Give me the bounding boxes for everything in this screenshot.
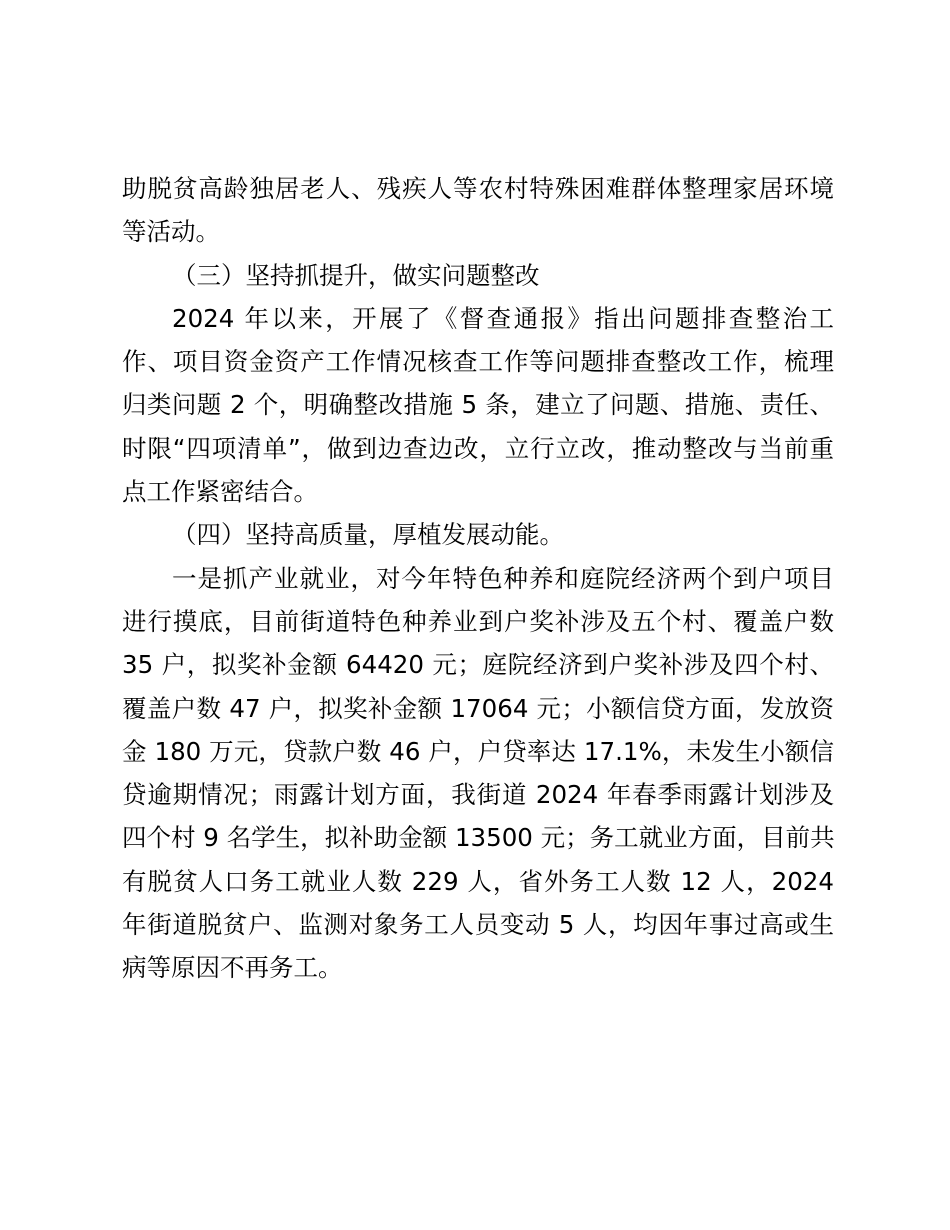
text-line: 助脱贫高龄独居老人、残疾人等农村特殊困难群体整理家居环境: [122, 174, 834, 203]
heading-text: （三）坚持抓提升，做实问题整改: [172, 260, 540, 290]
text-line: 点工作紧密结合。: [122, 477, 318, 507]
text-line: 病等原因不再务工。: [122, 953, 343, 983]
text-line: 作、项目资金资产工作情况核查工作等问题排查整改工作，梳理: [122, 347, 834, 377]
text-line: 35 户，拟奖补金额 64420 元；庭院经济到户奖补涉及四个村、: [122, 650, 834, 680]
paragraph-rectification: [122, 297, 834, 513]
text-line: 贷逾期情况；雨露计划方面，我街道 2024 年春季雨露计划涉及: [122, 780, 834, 810]
text-line: 金 180 万元，贷款户数 46 户，户贷率达 17.1%，未发生小额信: [122, 736, 834, 766]
section-heading-4: [122, 513, 834, 556]
text-line: 时限“四项清单”，做到边查边改，立行立改，推动整改与当前重: [122, 433, 834, 463]
section-heading-3: [122, 254, 834, 297]
document-body: [122, 167, 834, 990]
text-line: 四个村 9 名学生，拟补助金额 13500 元；务工就业方面，目前共: [122, 823, 835, 853]
text-line: 有脱贫人口务工就业人数 229 人，省外务工人数 12 人，2024: [122, 866, 834, 896]
text-line: 覆盖户数 47 户，拟奖补金额 17064 元；小额信贷方面，发放资: [122, 693, 834, 723]
text-line: 年街道脱贫户、监测对象务工人员变动 5 人，均因年事过高或生: [122, 910, 834, 940]
text-line: 一是抓产业就业，对今年特色种养和庭院经济两个到户项目: [172, 563, 834, 593]
text-line: 等活动。: [122, 217, 220, 247]
paragraph-industry-employment: [122, 557, 834, 990]
text-line: 进行摸底，目前街道特色种养业到户奖补涉及五个村、覆盖户数: [122, 606, 834, 636]
heading-text: （四）坚持高质量，厚植发展动能。: [172, 520, 564, 550]
paragraph-continuation: [122, 167, 834, 254]
text-line: 2024 年以来，开展了《督查通报》指出问题排查整治工: [172, 303, 834, 333]
text-line: 归类问题 2 个，明确整改措施 5 条，建立了问题、措施、责任、: [122, 390, 834, 420]
